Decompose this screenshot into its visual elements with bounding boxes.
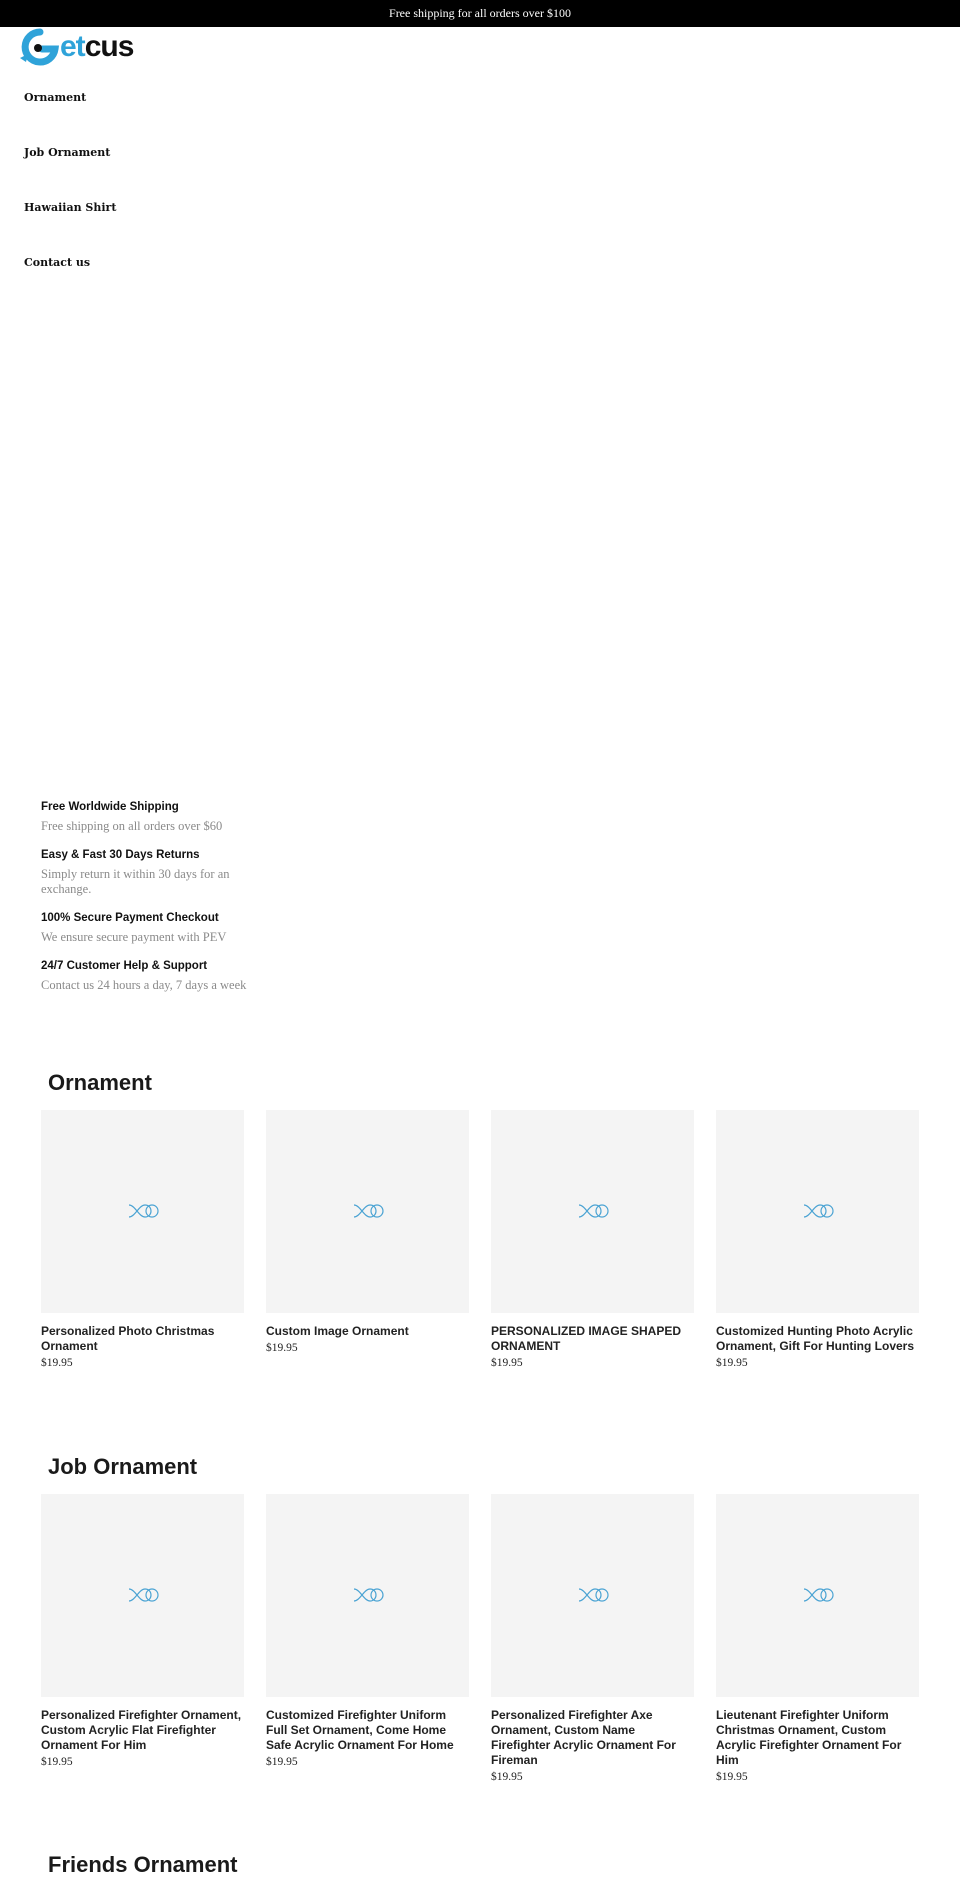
product-image[interactable] (716, 1110, 919, 1313)
feature-secure-payment (41, 911, 251, 945)
logo-text: etcus (60, 30, 134, 63)
product-name[interactable]: Lieutenant Firefighter Uniform Christmas Ornament, Custom Acrylic Firefighter Ornament For Him (716, 1708, 902, 1767)
nav-item-ornament[interactable]: Ornament (24, 91, 87, 104)
feature-title: Easy & Fast 30 Days Returns (41, 849, 200, 861)
product-image[interactable] (266, 1110, 469, 1313)
product-card[interactable] (491, 1494, 694, 1785)
feature-title: 100% Secure Payment Checkout (41, 912, 219, 924)
feature-returns (41, 848, 251, 897)
product-card[interactable] (41, 1494, 244, 1770)
product-name[interactable]: Personalized Firefighter Ornament, Custom Acrylic Flat Firefighter Ornament For Him (41, 1708, 242, 1752)
product-card[interactable] (716, 1110, 919, 1371)
section-title: Job Ornament (48, 1454, 198, 1479)
feature-shipping (41, 800, 251, 834)
main-nav (24, 90, 116, 310)
placeholder-image-icon (577, 1203, 609, 1219)
product-name[interactable]: PERSONALIZED IMAGE SHAPED ORNAMENT (491, 1324, 682, 1353)
placeholder-image-icon (352, 1203, 384, 1219)
placeholder-image-icon (127, 1587, 159, 1603)
placeholder-image-icon (127, 1203, 159, 1219)
product-image[interactable] (41, 1494, 244, 1697)
product-image[interactable] (266, 1494, 469, 1697)
product-price: $19.95 (491, 1771, 523, 1783)
nav-item-hawaiian-shirt[interactable]: Hawaiian Shirt (24, 201, 117, 214)
product-price: $19.95 (266, 1342, 298, 1354)
product-image[interactable] (491, 1110, 694, 1313)
product-price: $19.95 (716, 1771, 748, 1783)
nav-item-job-ornament[interactable]: Job Ornament (24, 146, 111, 159)
product-name[interactable]: Personalized Firefighter Axe Ornament, Custom Name Firefighter Acrylic Ornament For Fireman (491, 1708, 676, 1767)
section-friends-ornament (41, 1852, 921, 1878)
nav-item-contact-us[interactable]: Contact us (24, 256, 91, 269)
product-card[interactable] (266, 1494, 469, 1770)
product-name[interactable]: Customized Firefighter Uniform Full Set Ornament, Come Home Safe Acrylic Ornament For Home (266, 1708, 454, 1752)
product-card[interactable] (716, 1494, 919, 1785)
feature-text: Simply return it within 30 days for an exchange. (41, 867, 230, 896)
product-card[interactable] (41, 1110, 244, 1371)
product-price: $19.95 (41, 1357, 73, 1369)
section-job-ornament (41, 1454, 921, 1783)
section-ornament (41, 1070, 921, 1369)
placeholder-image-icon (802, 1203, 834, 1219)
product-price: $19.95 (41, 1756, 73, 1768)
placeholder-image-icon (577, 1587, 609, 1603)
product-image[interactable] (716, 1494, 919, 1697)
feature-text: Contact us 24 hours a day, 7 days a week (41, 978, 247, 992)
announcement-bar (0, 0, 960, 27)
product-price: $19.95 (491, 1357, 523, 1369)
site-logo[interactable] (18, 28, 142, 66)
product-name[interactable]: Customized Hunting Photo Acrylic Ornament, Gift For Hunting Lovers (716, 1324, 915, 1353)
feature-title: 24/7 Customer Help & Support (41, 960, 208, 972)
feature-text: We ensure secure payment with PEV (41, 930, 227, 944)
product-card[interactable] (491, 1110, 694, 1371)
placeholder-image-icon (352, 1587, 384, 1603)
feature-title: Free Worldwide Shipping (41, 801, 179, 813)
feature-support (41, 959, 251, 993)
product-image[interactable] (491, 1494, 694, 1697)
product-price: $19.95 (266, 1756, 298, 1768)
product-card[interactable] (266, 1110, 469, 1356)
product-price: $19.95 (716, 1357, 748, 1369)
placeholder-image-icon (802, 1587, 834, 1603)
section-title: Friends Ornament (48, 1852, 238, 1877)
announcement-text: Free shipping for all orders over $100 (389, 6, 571, 20)
feature-text: Free shipping on all orders over $60 (41, 819, 223, 833)
product-name[interactable]: Personalized Photo Christmas Ornament (41, 1324, 215, 1353)
product-image[interactable] (41, 1110, 244, 1313)
features-list (41, 800, 251, 1007)
section-title: Ornament (48, 1070, 152, 1095)
product-name[interactable]: Custom Image Ornament (266, 1324, 409, 1338)
logo-g-icon (18, 28, 62, 66)
